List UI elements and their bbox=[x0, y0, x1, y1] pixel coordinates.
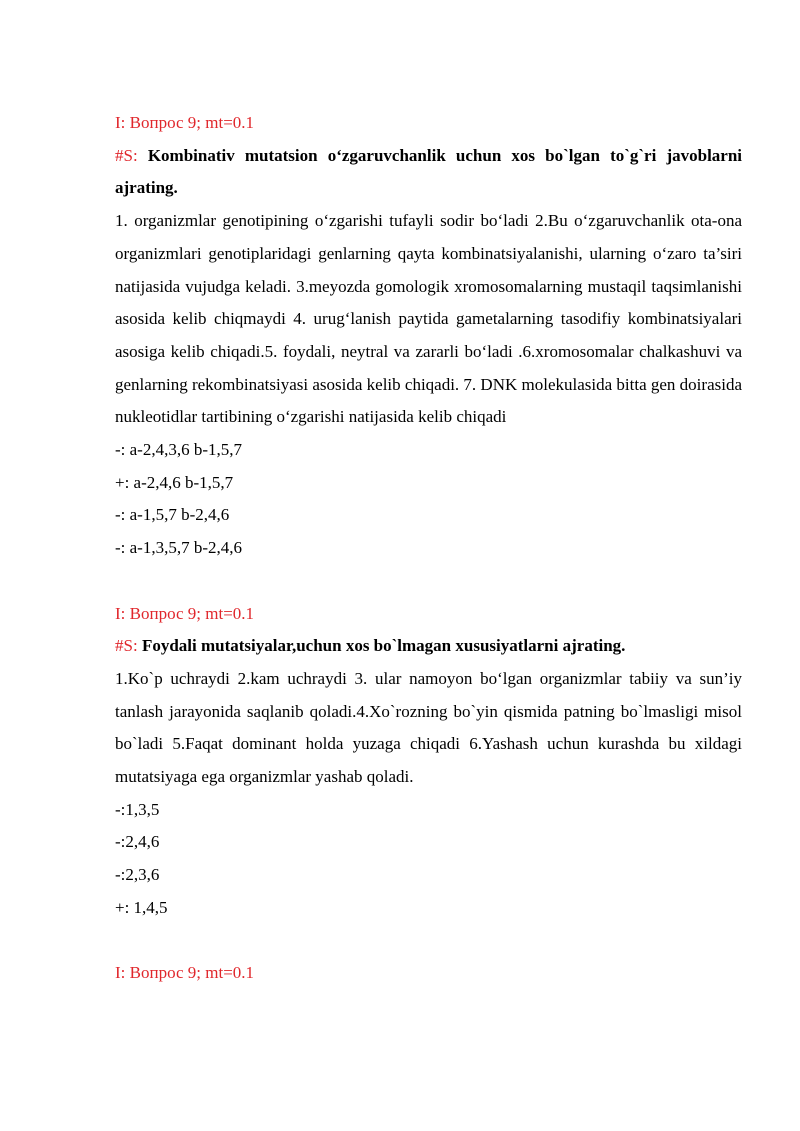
answer-option: -: a-1,5,7 b-2,4,6 bbox=[115, 505, 230, 525]
question-statement: 1. organizmlar genotipining o‘zgarishi tufayli sodir bo‘ladi 2.Bu o‘zgaruvchanlik ota-ona organizmlari genotiplaridagi genlarning qayta kombinatsiyalanishi, ularning o‘zaro ta’siri natijasida vujudga keladi. 3.meyozda gomologik xromosomalarning mustaqil taqsimlanishi asosida kelib chiqmaydi 4. urug‘lanish paytida gametalarning tasodifiy kombinatsiyalari asosiga kelib chiqadi.5. foydali, neytral va zararli bo‘ladi .6.xromosomalar chalkashuvi va genlarning rekombinatsiyasi asosida kelib chiqadi. 7. DNK molekulasida bitta gen doirasida nukleotidlar tartibining o‘zgarishi natijasida kelib chiqadi bbox=[115, 211, 742, 427]
question-prefix: #S: bbox=[115, 636, 138, 656]
question-text: Kombinativ mutatsion o‘zgaruvchanlik uchun xos bo`lgan to`g`ri javoblarni ajrating. bbox=[115, 145, 743, 198]
answer-option: -: a-1,3,5,7 b-2,4,6 bbox=[115, 538, 243, 558]
question-title bbox=[115, 630, 742, 663]
question-block-3 bbox=[115, 957, 742, 990]
answer-option: -: a-2,4,3,6 b-1,5,7 bbox=[115, 440, 243, 460]
answer-option: -:2,3,6 bbox=[115, 865, 160, 885]
document-page bbox=[115, 107, 742, 990]
question-statement: 1.Ko`p uchraydi 2.kam uchraydi 3. ular namoyon bo‘lgan organizmlar tabiiy va sun’iy tanlash jarayonida saqlanib qoladi.4.Xo`rozning bo`yin qismida patning bo`lmasligi misol bo`ladi 5.Faqat dominant holda yuzaga chiqadi 6.Yashash uchun kurashda bu xildagi mutatsiyaga ega organizmlar yashab qoladi. bbox=[115, 668, 742, 787]
answer-option-correct: +: a-2,4,6 b-1,5,7 bbox=[115, 472, 234, 492]
question-header: I: Вопрос 9; mt=0.1 bbox=[115, 603, 255, 623]
question-block-2 bbox=[115, 598, 742, 925]
question-text: Foydali mutatsiyalar,uchun xos bo`lmagan xususiyatlarni ajrating. bbox=[141, 636, 626, 656]
block-spacer bbox=[115, 565, 742, 598]
question-header: I: Вопрос 9; mt=0.1 bbox=[115, 113, 255, 132]
question-title bbox=[115, 140, 742, 205]
answer-option: -:2,4,6 bbox=[115, 832, 160, 852]
question-prefix: #S: bbox=[115, 145, 138, 165]
answer-option: -:1,3,5 bbox=[115, 799, 160, 819]
question-header: I: Вопрос 9; mt=0.1 bbox=[115, 963, 255, 983]
answer-option-correct: +: 1,4,5 bbox=[115, 897, 168, 917]
block-spacer bbox=[115, 925, 742, 958]
question-block-1 bbox=[115, 107, 742, 565]
